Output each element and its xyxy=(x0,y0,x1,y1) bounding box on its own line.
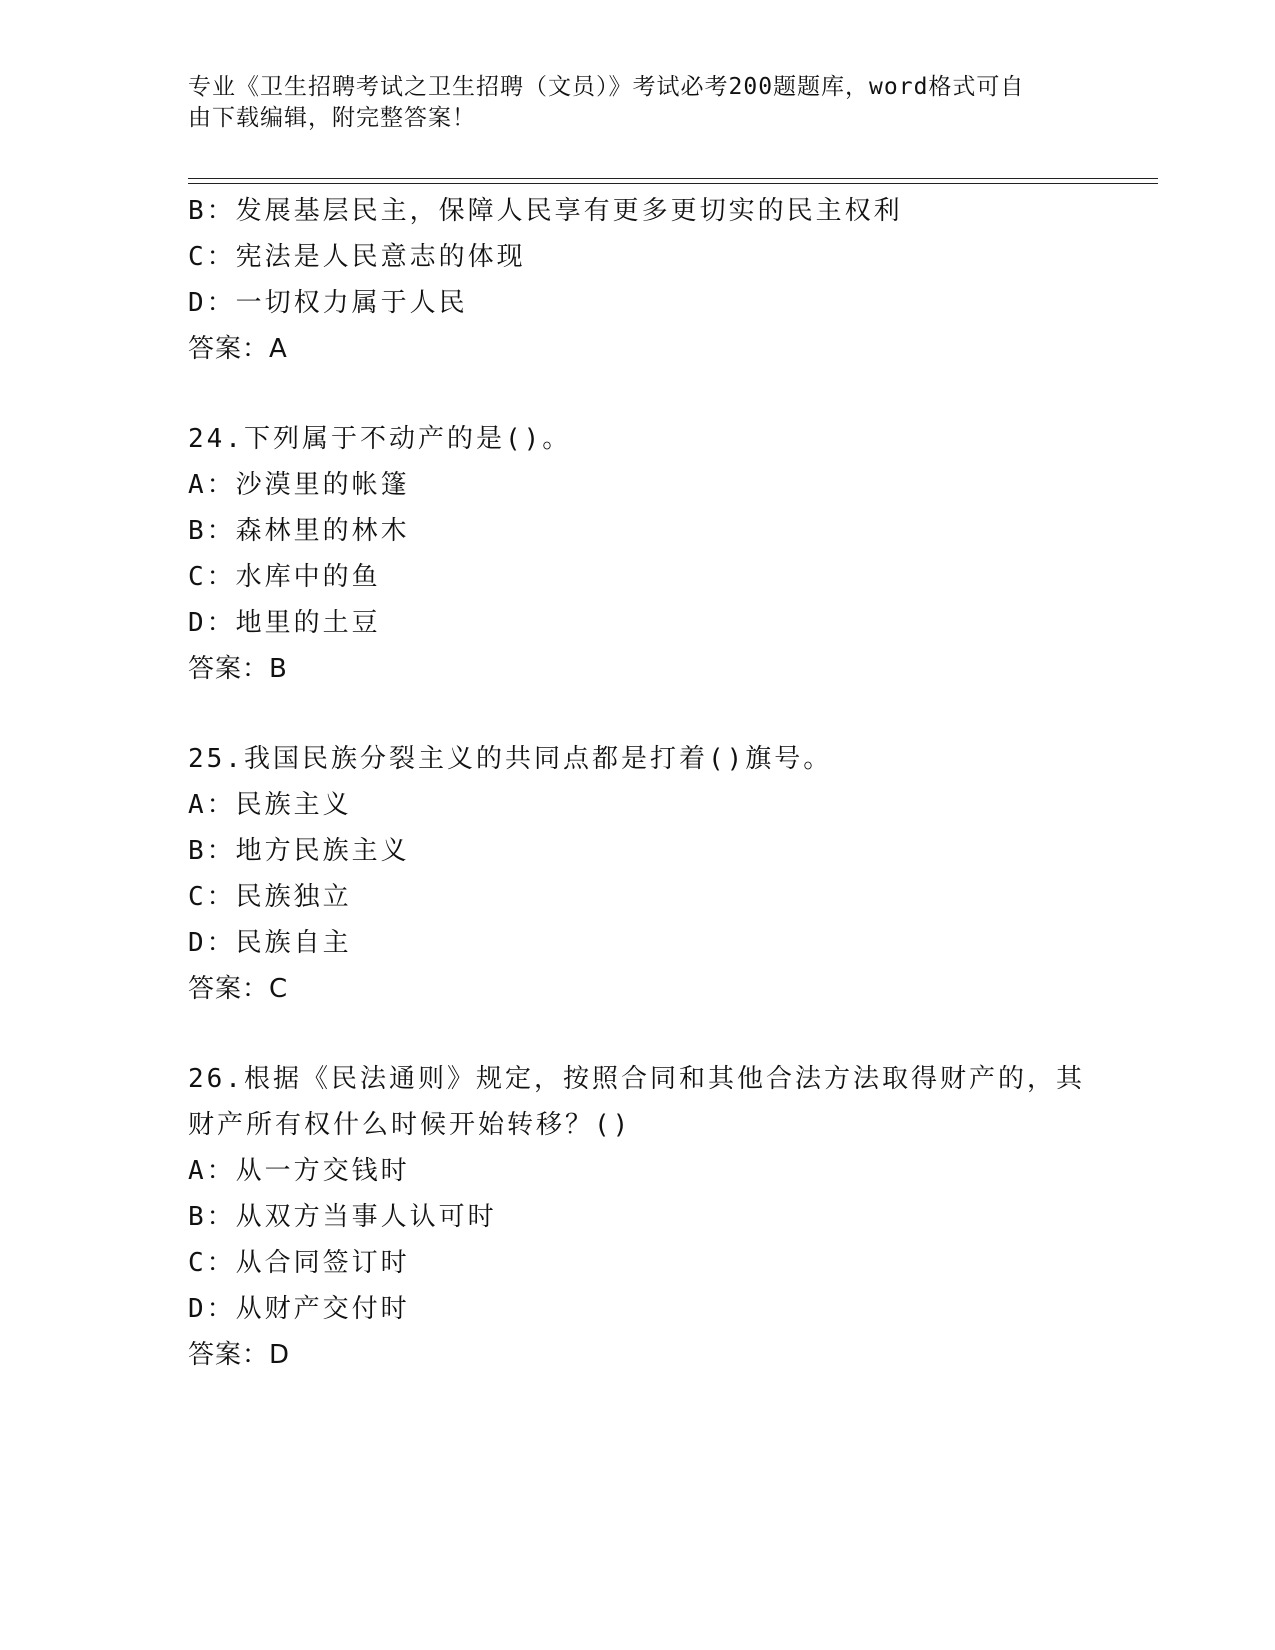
question-stem-line-1: 26.根据《民法通则》规定，按照合同和其他合法方法取得财产的，其 xyxy=(188,1064,1085,1094)
option-d: D：从财产交付时 xyxy=(188,1294,410,1324)
option-a: A：沙漠里的帐篷 xyxy=(188,470,410,500)
question-stem-line-2: 财产所有权什么时候开始转移？() xyxy=(188,1110,632,1140)
option-b: B：发展基层民主，保障人民享有更多更切实的民主权利 xyxy=(188,196,903,226)
option-c: C：民族独立 xyxy=(188,882,352,912)
option-a: A：从一方交钱时 xyxy=(188,1156,410,1186)
option-c: C：宪法是人民意志的体现 xyxy=(188,242,526,272)
option-b: B：从双方当事人认可时 xyxy=(188,1202,497,1232)
document-header xyxy=(188,72,1088,134)
option-d: D：地里的土豆 xyxy=(188,608,381,638)
question-23-continued xyxy=(188,188,1148,372)
question-24 xyxy=(188,416,1148,692)
answer-line: 答案：A xyxy=(188,334,288,364)
option-a: A：民族主义 xyxy=(188,790,352,820)
answer-line: 答案：B xyxy=(188,654,288,684)
answer-line: 答案：C xyxy=(188,974,289,1004)
question-26 xyxy=(188,1056,1148,1378)
question-stem: 24.下列属于不动产的是()。 xyxy=(188,424,572,454)
option-d: D：一切权力属于人民 xyxy=(188,288,468,318)
question-25 xyxy=(188,736,1148,1012)
question-list xyxy=(188,188,1148,1378)
header-line-1: 专业《卫生招聘考试之卫生招聘（文员）》考试必考200题题库，word格式可自 xyxy=(188,74,1025,100)
question-stem: 25.我国民族分裂主义的共同点都是打着()旗号。 xyxy=(188,744,833,774)
header-line-2: 由下载编辑，附完整答案！ xyxy=(188,105,476,131)
option-c: C：水库中的鱼 xyxy=(188,562,381,592)
header-divider-top xyxy=(188,178,1158,179)
option-b: B：地方民族主义 xyxy=(188,836,410,866)
option-c: C：从合同签订时 xyxy=(188,1248,410,1278)
option-b: B：森林里的林木 xyxy=(188,516,410,546)
option-d: D：民族自主 xyxy=(188,928,352,958)
header-divider-bottom xyxy=(188,183,1158,184)
answer-line: 答案：D xyxy=(188,1340,291,1370)
